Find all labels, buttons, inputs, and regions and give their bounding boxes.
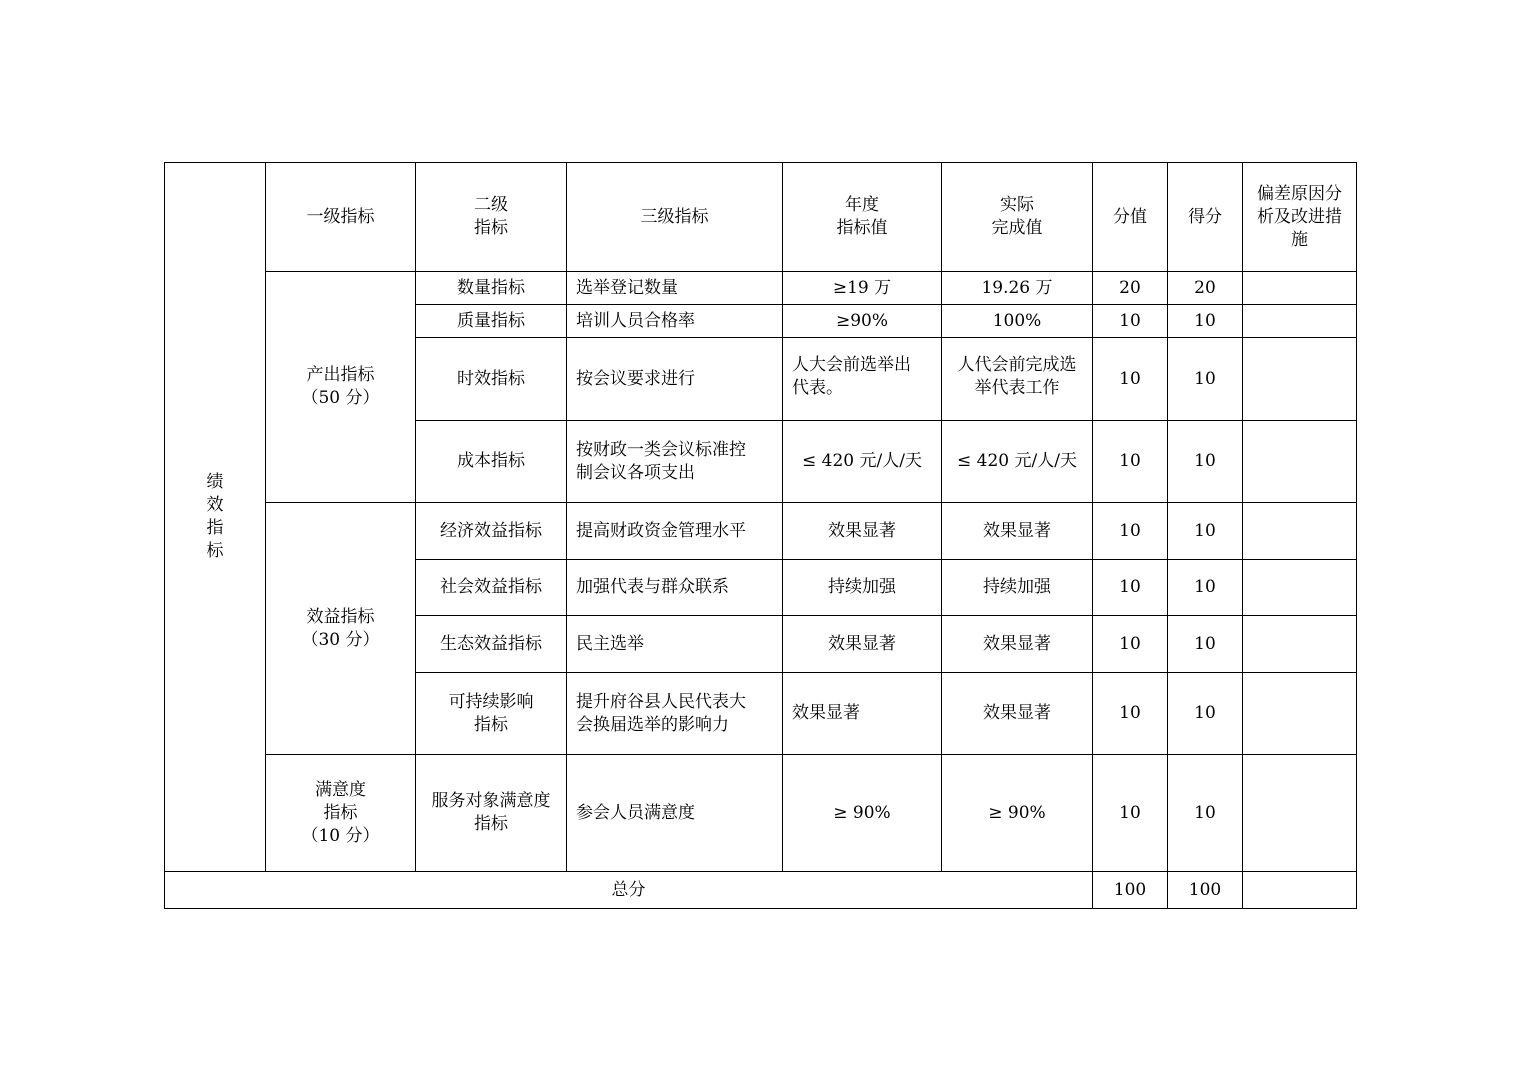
cell-score: 10 [1168,421,1243,503]
cell-level3: 选举登记数量 [567,272,783,305]
header-text: 二级 [474,195,508,215]
cell-level2 [416,755,567,872]
group-text: 满意度 [315,779,366,800]
cell-actual [942,338,1093,421]
cell-value: 10 [1093,673,1168,755]
header-text: 实际 [1000,195,1034,215]
cell-target: 效果显著 [783,503,942,560]
cell-actual: 效果显著 [942,616,1093,673]
header-score-got: 得分 [1168,163,1243,272]
cell-remark [1243,560,1357,616]
group-text: 产出指标 [306,365,375,385]
header-level3: 三级指标 [567,163,783,272]
cell-target [783,338,942,421]
cell-score: 10 [1168,616,1243,673]
cell-score: 10 [1168,305,1243,338]
total-row [165,872,1357,909]
group-text: 效益指标 [306,606,375,627]
cell-level2: 经济效益指标 [416,503,567,560]
cell-level3: 按会议要求进行 [567,338,783,421]
cell-text: 制会议各项支出 [576,462,695,483]
side-label-char: 绩 [206,472,224,492]
cell-score: 10 [1168,673,1243,755]
side-label-performance-indicators [165,163,266,872]
group-output [266,272,416,503]
cell-actual: 19.26 万 [942,272,1093,305]
cell-text: 提升府谷县人民代表大 [576,691,746,712]
cell-level2: 成本指标 [416,421,567,503]
header-deviation [1243,163,1357,272]
cell-text: 人大会前选举出 [792,355,911,375]
cell-level2: 社会效益指标 [416,560,567,616]
header-target [783,163,942,272]
cell-remark [1243,673,1357,755]
cell-text: 指标 [474,714,508,735]
cell-remark [1243,272,1357,305]
side-label-char: 效 [206,495,224,515]
cell-level3: 民主选举 [567,616,783,673]
cell-value: 10 [1093,616,1168,673]
cell-actual: 100% [942,305,1093,338]
cell-remark [1243,616,1357,673]
cell-text: 代表。 [792,378,843,398]
group-text: （10 分） [301,825,380,846]
cell-level2 [416,673,567,755]
cell-score: 10 [1168,560,1243,616]
cell-score: 20 [1168,272,1243,305]
cell-value: 10 [1093,338,1168,421]
header-text: 指标 [474,218,508,238]
header-text: 析及改进措 [1257,206,1342,227]
cell-value: 10 [1093,305,1168,338]
cell-remark [1243,338,1357,421]
header-text: 偏差原因分 [1257,183,1342,204]
cell-target: 持续加强 [783,560,942,616]
cell-level2: 生态效益指标 [416,616,567,673]
header-text: 完成值 [991,218,1043,238]
cell-target: 效果显著 [783,616,942,673]
group-text: 指标 [323,802,358,823]
cell-text: 举代表工作 [974,378,1060,398]
cell-target: ≥ 90% [783,755,942,872]
cell-value: 10 [1093,560,1168,616]
cell-text: 按财政一类会议标准控 [576,439,746,460]
cell-target: 效果显著 [783,673,942,755]
header-row [165,163,1357,272]
cell-score: 10 [1168,503,1243,560]
cell-value: 10 [1093,421,1168,503]
cell-actual: ≥ 90% [942,755,1093,872]
group-satisfaction [266,755,416,872]
cell-level3 [567,673,783,755]
side-label-char: 标 [206,541,224,561]
cell-score: 10 [1168,338,1243,421]
cell-actual: 持续加强 [942,560,1093,616]
header-level1: 一级指标 [266,163,416,272]
header-text: 施 [1291,229,1308,250]
group-text: （30 分） [301,629,380,650]
total-score: 100 [1168,872,1243,909]
cell-score: 10 [1168,755,1243,872]
cell-actual: ≤ 420 元/人/天 [942,421,1093,503]
header-actual [942,163,1093,272]
cell-target: ≤ 420 元/人/天 [783,421,942,503]
header-text: 年度 [845,195,879,215]
cell-level2: 数量指标 [416,272,567,305]
cell-text: 人代会前完成选 [957,355,1077,375]
cell-actual: 效果显著 [942,673,1093,755]
total-remark [1243,872,1357,909]
side-label-char: 指 [206,518,224,538]
cell-remark [1243,305,1357,338]
header-level2 [416,163,567,272]
cell-level3 [567,421,783,503]
cell-value: 10 [1093,755,1168,872]
cell-text: 指标 [474,814,508,834]
cell-text: 可持续影响 [448,691,534,712]
cell-level2: 质量指标 [416,305,567,338]
cell-level2: 时效指标 [416,338,567,421]
cell-actual: 效果显著 [942,503,1093,560]
cell-level3: 加强代表与群众联系 [567,560,783,616]
cell-remark [1243,503,1357,560]
table-row [165,503,1357,560]
total-value: 100 [1093,872,1168,909]
header-text: 指标值 [836,218,888,238]
cell-level3: 提高财政资金管理水平 [567,503,783,560]
cell-level3: 培训人员合格率 [567,305,783,338]
table-row [165,272,1357,305]
cell-value: 10 [1093,503,1168,560]
cell-remark [1243,421,1357,503]
performance-indicator-table [164,162,1357,909]
table-row [165,755,1357,872]
cell-remark [1243,755,1357,872]
total-label: 总分 [165,872,1093,909]
cell-target: ≥90% [783,305,942,338]
cell-target: ≥19 万 [783,272,942,305]
cell-text: 会换届选举的影响力 [576,714,729,735]
group-text: （50 分） [301,388,380,408]
header-score-value: 分值 [1093,163,1168,272]
cell-value: 20 [1093,272,1168,305]
cell-level3: 参会人员满意度 [567,755,783,872]
cell-text: 服务对象满意度 [431,791,551,811]
group-benefit [266,503,416,755]
